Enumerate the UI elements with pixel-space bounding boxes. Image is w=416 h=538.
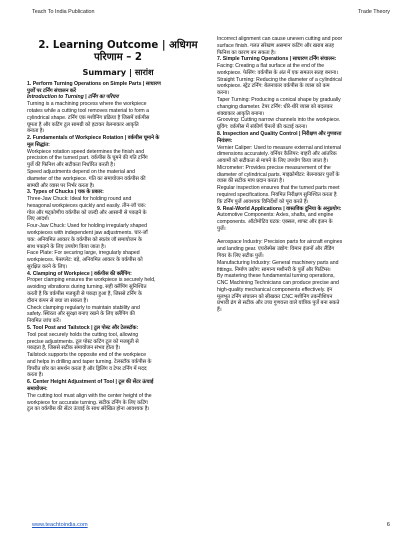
text-line: Tool post securely holds the cutting tool, allowing: [27, 331, 139, 338]
text-line: Speed adjustments depend on the material and: [27, 168, 136, 175]
publisher-name: Teach To India Publication: [32, 9, 95, 15]
text-line: Workpiece rotation speed determines the finish and: [27, 148, 145, 155]
section-title-line2: परिणाम – 2: [94, 52, 142, 64]
text-line: diameter of the workpiece. गति का समायोजन वर्कपीस की: [27, 175, 146, 182]
text-line: Check clamping regularly to maintain stability and: [27, 304, 140, 311]
text-line: मूलभूत टर्निंग संचालन को सीखकर CNC मशीनिंग तकनीशियन: [217, 293, 333, 300]
text-line: नियमित जांच करें।: [27, 318, 61, 325]
section-title-line1: 2. Learning Outcome | अधिगम: [38, 40, 198, 51]
text-line: 3. Types of Chucks | चक के प्रकार:: [27, 189, 104, 196]
text-line: workpiece. स्ट्रेट टर्निंग: बेलनाकार वर्कपीस के व्यास को कम: [217, 83, 330, 90]
text-line: Three-Jaw Chuck: Ideal for holding round and: [27, 196, 132, 203]
text-line: करती है कि वर्कपीस मजबूती से पकड़ा हुआ है, जिससे टर्निंग के: [27, 291, 142, 298]
text-line: Regular inspection ensures that the turned parts meet: [217, 185, 340, 192]
text-line: विपरीत छोर का समर्थन करता है और ड्रिलिंग व टेपर टर्निंग में मदद: [27, 365, 147, 372]
text-line: पुर्जे।: [217, 225, 226, 232]
text-line: workpieces with independent jaw adjustments. चार-जॉ: [27, 230, 148, 236]
text-line: पुर्जे की फिनिश और सटीकता निर्धारित करती है।: [27, 162, 115, 169]
text-line: हैं।: [217, 307, 222, 314]
text-line: precision of the turned part. वर्कपीस के घूमने की गति टर्निंग: [27, 155, 148, 162]
text-line: 8. Inspection and Quality Control | निरीक्षण और गुणवत्ता: [217, 130, 342, 137]
text-line: 5. Tool Post and Tailstock | टूल पोस्ट और टेलस्टॉक:: [27, 324, 139, 331]
text-line: टूल का वर्कपीस की सेंटर ऊंचाई के साथ संरेखित होना आवश्यक है।: [27, 406, 150, 413]
text-line: Proper clamping ensures the workpiece is securely held,: [27, 277, 156, 284]
text-line: पकड़ता है, जिससे सटीक समायोजन संभव होता है।: [27, 345, 121, 352]
text-line: cylindrical shape. टर्निंग एक मशीनिंग प्रक्रिया है जिसमें वर्कपीस: [27, 114, 150, 121]
text-line: diameter of cylindrical parts. माइक्रोमीटर: बेलनाकार पुर्जों के: [217, 171, 340, 178]
text-line: Face Plate: For securing large, irregularly shaped: [27, 250, 140, 257]
text-line: rotates while a cutting tool removes material to form a: [27, 107, 149, 114]
text-line: नियंत्रण:: [217, 137, 233, 144]
text-line: high-quality mechanical components effectively. इन: [217, 286, 333, 293]
text-line: CNC Machining Technicians can produce precise and: [217, 280, 339, 287]
text-line: आयामों को सटीकता से मापने के लिए उपयोग किया जाता है।: [217, 158, 329, 165]
page-number: 6: [386, 522, 390, 528]
text-line: गोल और षट्कोणीय वर्कपीस को जल्दी और आसानी से पकड़ने के: [27, 209, 147, 216]
text-line: avoiding vibrations during turning. सही क्लैंपिंग सुनिश्चित: [27, 284, 147, 291]
left-column: [27, 36, 209, 413]
content-columns: [27, 36, 399, 413]
text-line: फिनिश का कारण बन सकता है।: [217, 49, 276, 56]
text-line: dimensions accurately. वर्नियर कैलिपर: बाहरी और आंतरिक: [217, 151, 337, 158]
text-line: प्रभावी ढंग से सटीक और उच्च गुणवत्ता वाले यांत्रिक पुर्जे बना सकते: [217, 300, 340, 307]
text-line: Introduction to Turning | टर्निंग का परिचय: [27, 94, 119, 101]
text-line: precise adjustments. टूल पोस्ट कटिंग टूल को मजबूती से: [27, 338, 139, 345]
text-line: व्यास की सटीक माप प्रदान करता है।: [217, 178, 284, 185]
text-line: Vernier Caliper: Used to measure external and internal: [217, 144, 342, 151]
text-line: Taper Turning: Producing a conical shape by gradually: [217, 97, 341, 104]
text-line: hexagonal workpieces quickly and easily. तीन-जॉ चक:: [27, 202, 147, 209]
text-line: 7. Simple Turning Operations | साधारण टर्निंग संचालन:: [217, 56, 337, 63]
text-line: करना।: [217, 90, 230, 97]
text-line: मूल सिद्धांत:: [27, 141, 50, 148]
page-footer: [32, 522, 390, 528]
text-line: घूमता है और कटिंग टूल सामग्री को हटाकर बेलनाकार आकृति: [27, 121, 139, 128]
text-line: ग्रूविंग: वर्कपीस में संकीर्ण चैनलों की कटाई करना।: [217, 124, 308, 131]
text-line: 9. Real-World Applications | वास्तविक दुनिया के अनुप्रयोग:: [217, 205, 342, 212]
text-line: and helps in drilling and taper turning. टेलस्टॉक वर्कपीस के: [27, 358, 152, 365]
subject-name: Trade Theory: [357, 9, 390, 15]
text-line: पुर्जों पर टर्निंग संचालन करें: [27, 87, 76, 94]
text-line: कि टर्निंग पुर्जे आवश्यक विनिर्देशों को पूरा करते हैं।: [217, 198, 309, 205]
text-line: [217, 233, 399, 240]
text-line: workpiece for accurate turning. सटीक टर्निंग के लिए कटिंग: [27, 399, 148, 406]
text-line: सामग्री और व्यास पर निर्भर करता है।: [27, 182, 95, 189]
text-line: Facing: Creating a flat surface at the end of the: [217, 63, 325, 70]
text-line: Micrometer: Provides precise measurement of the: [217, 164, 331, 171]
text-line: सुरक्षित करने के लिए।: [27, 263, 68, 270]
text-line: दौरान कंपन से बचा जा सकता है।: [27, 297, 89, 304]
text-line: 6. Center Height Adjustment of Tool | टूल की सेंटर ऊंचाई: [27, 379, 154, 386]
text-line: components. ऑटोमोटिव घटक: एक्सल, शाफ्ट और इंजन के: [217, 219, 333, 226]
text-line: समायोजन:: [27, 385, 48, 392]
text-line: Tailstock supports the opposite end of the workpiece: [27, 352, 147, 359]
text-line: Automotive Components: Axles, shafts, and engine: [217, 212, 334, 219]
text-line: fittings. निर्माण उद्योग: सामान्य मशीनरी के पुर्जे और फिटिंग्स।: [217, 266, 331, 273]
text-line: surface finish. गलत संरेखण असमान कटिंग और खराब सतह: [217, 42, 335, 49]
text-line: changing diameter. टेपर टर्निंग: धीरे-धीरे व्यास को बदलकर: [217, 103, 333, 110]
text-line: Manufacturing Industry: General machinery parts and: [217, 259, 339, 266]
text-line: गियर के लिए सटीक पुर्जे।: [217, 253, 264, 259]
summary-heading: Summary | सारांश: [82, 66, 154, 77]
text-line: चक: अनियमित आकार के वर्कपीस को स्वतंत्र जॉ समायोजन के: [27, 236, 142, 243]
text-line: 1. Perform Turning Operations on Simple Parts | साधारण: [27, 80, 161, 87]
text-line: Aerospace Industry: Precision parts for aircraft engines: [217, 239, 343, 246]
text-line: साथ पकड़ने के लिए उपयोग किया जाता है।: [27, 243, 106, 250]
website-link[interactable]: www.teachtoindia.com: [32, 522, 88, 528]
text-line: workpiece. फेसिंग: वर्कपीस के अंत में एक समतल सतह बनाना।: [217, 69, 339, 76]
text-line: शंक्वाकार आकृति बनाना।: [217, 110, 265, 117]
text-line: required specifications. नियमित निरीक्षण सुनिश्चित करता है: [217, 191, 337, 198]
text-line: The cutting tool must align with the center height of the: [27, 392, 152, 399]
text-line: 2. Fundamentals of Workpiece Rotation | वर्कपीस घूमाने के: [27, 135, 160, 142]
text-line: 4. Clamping of Workpiece | वर्कपीस की क्लैंपिंग:: [27, 270, 132, 277]
section-title: [27, 40, 209, 65]
text-line: Straight Turning: Reducing the diameter of a cylindrical: [217, 76, 342, 83]
text-line: लिए आदर्श।: [27, 216, 50, 223]
text-line: Turning is a machining process where the workpiece: [27, 101, 147, 108]
text-line: Four-Jaw Chuck: Used for holding irregularly shaped: [27, 223, 148, 230]
text-line: Grooving: Cutting narrow channels into the workpiece.: [217, 117, 341, 124]
text-line: By mastering these fundamental turning operations,: [217, 273, 335, 280]
right-column: [217, 36, 399, 413]
text-line: Incorrect alignment can cause uneven cutting and poor: [217, 36, 343, 42]
text-line: workpieces. फेसप्लेट: बड़े, अनियमित आकार के वर्कपीस को: [27, 257, 143, 264]
page-header: [32, 9, 390, 15]
text-line: करता है।: [27, 372, 44, 379]
text-line: and landing gear. एयरोस्पेस उद्योग: विमान इंजनों और लैंडिंग: [217, 246, 335, 253]
text-line: बनाता है।: [27, 128, 45, 135]
text-line: safety. स्थिरता और सुरक्षा बनाए रखने के लिए क्लैंपिंग की: [27, 311, 135, 318]
